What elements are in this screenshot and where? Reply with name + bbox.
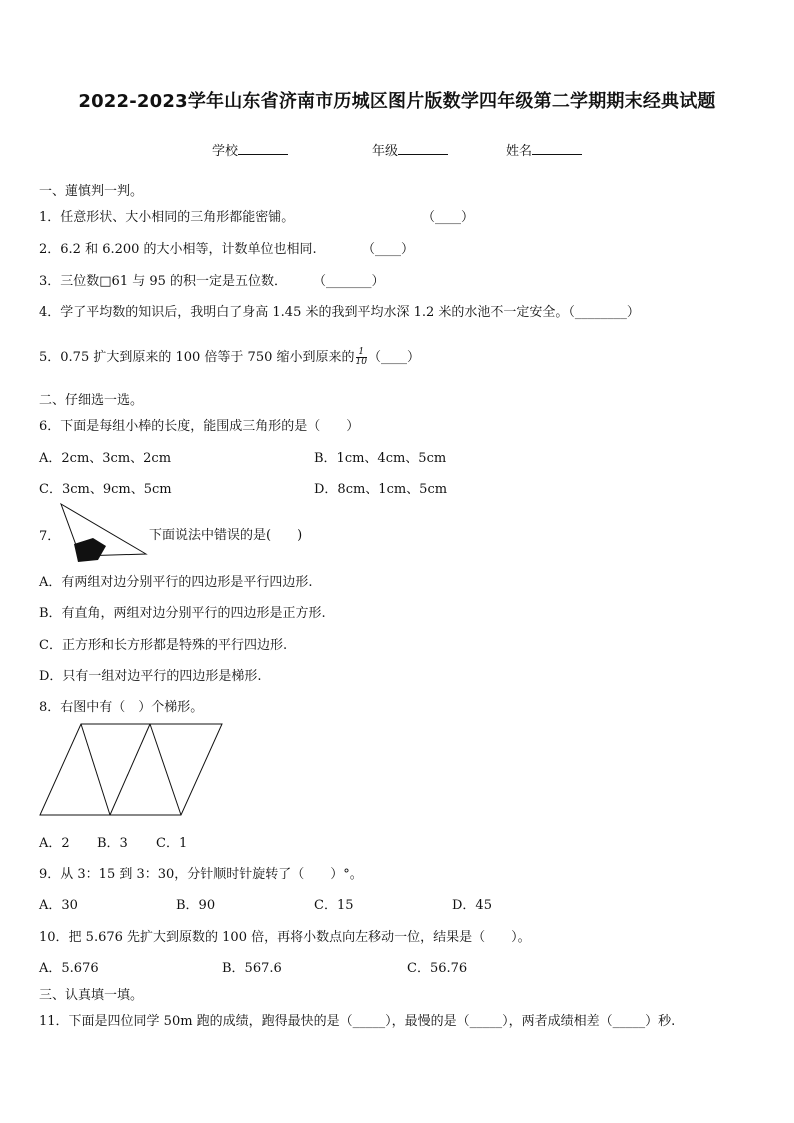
question-1: 1．任意形状、大小相同的三角形都能密铺。 <box>39 210 295 225</box>
school-field: 学校 <box>212 140 288 159</box>
option-c: C．正方形和长方形都是特殊的平行四边形. <box>39 638 288 653</box>
name-field: 姓名 <box>506 140 582 159</box>
question-7: 下面说法中错误的是( ) <box>149 528 303 543</box>
option-a: A．5.676 <box>39 961 99 976</box>
section-heading: 二、仔细选一选。 <box>39 393 144 408</box>
section-heading: 一、蓮慎判一判。 <box>39 184 144 199</box>
section-heading: 三、认真填一填。 <box>39 988 144 1003</box>
option-a: A．30 <box>39 898 78 913</box>
answer-paren: （_______） <box>313 274 385 289</box>
question-5: 5．0.75 扩大到原来的 100 倍等于 750 缩小到原来的 $\frac{1}{10}$ （____） <box>39 347 420 367</box>
option-b: B．567.6 <box>222 961 282 976</box>
question-6: 6．下面是每组小棒的长度，能围成三角形的是（ ） <box>39 419 360 434</box>
page-title: 2022-2023学年山东省济南市历城区图片版数学四年级第二学期期末经典试题 <box>78 91 716 112</box>
question-7-figure <box>58 502 150 564</box>
question-3: 3．三位数□61 与 95 的积一定是五位数． <box>39 274 288 289</box>
option-d: D．45 <box>452 898 492 913</box>
question-4: 4．学了平均数的知识后，我明白了身高 1.45 米的我到平均水深 1.2 米的水池不一定安全。（________） <box>39 305 640 320</box>
option-a: A．2 <box>39 836 70 851</box>
option-c: C．15 <box>314 898 354 913</box>
option-a: A．有两组对边分别平行的四边形是平行四边形. <box>39 575 313 590</box>
option-d: D．8cm、1cm、5cm <box>314 482 448 497</box>
fraction: $\frac{1}{10}$ <box>355 347 367 367</box>
question-7-number: 7． <box>39 529 61 544</box>
question-11: 11．下面是四位同学 50m 跑的成绩，跑得最快的是（_____），最慢的是（_____），两者成绩相差（_____）秒. <box>39 1014 676 1029</box>
option-b: B．有直角，两组对边分别平行的四边形是正方形. <box>39 606 326 621</box>
option-c: C．1 <box>156 836 188 851</box>
trapezoid-figure <box>38 722 224 818</box>
option-b: B．1cm、4cm、5cm <box>314 451 447 466</box>
option-b: B．3 <box>97 836 128 851</box>
option-c: C．56.76 <box>407 961 468 976</box>
answer-paren: （____） <box>422 210 475 225</box>
question-2: 2．6.2 和 6.200 的大小相等，计数单位也相同. <box>39 242 317 257</box>
answer-paren: （____） <box>362 242 415 257</box>
option-b: B．90 <box>176 898 216 913</box>
option-d: D．只有一组对边平行的四边形是梯形. <box>39 669 262 684</box>
grade-field: 年级 <box>372 140 448 159</box>
option-c: C．3cm、9cm、5cm <box>39 482 172 497</box>
question-9: 9．从 3：15 到 3：30，分针顺时针旋转了（ ）°。 <box>39 867 363 882</box>
question-8: 8．右图中有（ ）个梯形。 <box>39 700 204 715</box>
question-10: 10．把 5.676 先扩大到原数的 100 倍，再将小数点向左移动一位，结果是（ ）。 <box>39 930 531 945</box>
option-a: A．2cm、3cm、2cm <box>39 451 172 466</box>
